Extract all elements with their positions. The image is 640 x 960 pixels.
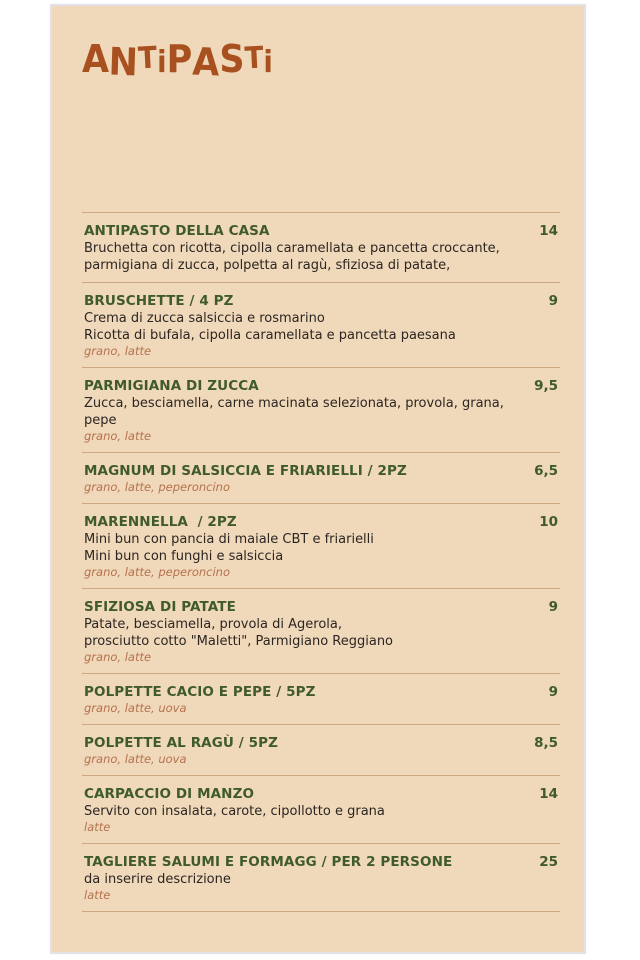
menu-item-name: CARPACCIO DI MANZO: [84, 786, 255, 802]
title-letter: A: [82, 37, 110, 81]
menu-item: [82, 212, 560, 282]
menu-item-price: 14: [539, 223, 558, 239]
menu-item: [82, 775, 560, 843]
menu-item-name: PARMIGIANA DI ZUCCA: [84, 378, 259, 394]
menu-item-name: POLPETTE CACIO E PEPE / 5PZ: [84, 684, 316, 700]
menu-item-description: [84, 395, 558, 429]
menu-item-allergens: grano, latte: [84, 429, 152, 443]
title-letter: P: [166, 37, 193, 81]
menu-item-description-line: Zucca, besciamella, carne macinata selezionata, provola, grana, pepe: [84, 396, 504, 428]
menu-item-price: 9: [548, 293, 558, 309]
menu-item: [82, 503, 560, 588]
menu-item-allergens: latte: [84, 888, 111, 902]
menu-card: [50, 4, 586, 954]
menu-item-price: 8,5: [534, 735, 558, 751]
menu-item-allergens: grano, latte, uova: [84, 752, 187, 766]
menu-item-header: [84, 734, 558, 752]
menu-list: [82, 212, 560, 912]
menu-item: [82, 673, 560, 724]
menu-item-description-line: Bruchetta con ricotta, cipolla caramellata e pancetta croccante, parmigiana di zucca, polpetta al ragù, sfiziosa di patate,: [84, 241, 500, 273]
menu-item-price: 9: [548, 684, 558, 700]
menu-item-name: POLPETTE AL RAGÙ / 5PZ: [84, 735, 278, 751]
menu-item-header: [84, 853, 558, 871]
menu-item-description-line: Ricotta di bufala, cipolla caramellata e pancetta paesana: [84, 328, 456, 343]
menu-item-price: 14: [539, 786, 558, 802]
menu-item: [82, 843, 560, 912]
menu-item-description-line: prosciutto cotto "Maletti", Parmigiano Reggiano: [84, 634, 394, 649]
title-letter: T: [137, 40, 158, 77]
title-letter: i: [263, 45, 273, 80]
section-title: [82, 36, 273, 86]
menu-item-name: ANTIPASTO DELLA CASA: [84, 223, 270, 239]
menu-item-name: MAGNUM DI SALSICCIA E FRIARIELLI / 2PZ: [84, 463, 407, 479]
title-letter: A: [191, 39, 221, 85]
menu-item-price: 6,5: [534, 463, 558, 479]
menu-item-header: [84, 292, 558, 310]
menu-item-name: TAGLIERE SALUMI E FORMAGG / PER 2 PERSONE: [84, 854, 453, 870]
menu-item-description-line: Mini bun con pancia di maiale CBT e friarielli: [84, 532, 374, 547]
menu-item-header: [84, 462, 558, 480]
menu-item-price: 10: [539, 514, 558, 530]
menu-item-price: 25: [539, 854, 558, 870]
menu-item-description-line: da inserire descrizione: [84, 872, 231, 887]
menu-item-header: [84, 598, 558, 616]
menu-item-description-line: Patate, besciamella, provola di Agerola,: [84, 617, 342, 632]
menu-item-name: BRUSCHETTE / 4 PZ: [84, 293, 234, 309]
title-letter: T: [243, 40, 265, 77]
menu-item-description: [84, 240, 558, 274]
menu-item: [82, 724, 560, 775]
menu-item-allergens: grano, latte, peperoncino: [84, 480, 231, 494]
title-letter: S: [219, 37, 245, 81]
menu-item: [82, 452, 560, 503]
menu-item-name: SFIZIOSA DI PATATE: [84, 599, 236, 615]
menu-item-description-line: Mini bun con funghi e salsiccia: [84, 549, 284, 564]
menu-item-allergens: grano, latte, peperoncino: [84, 565, 231, 579]
menu-item: [82, 282, 560, 367]
menu-item-price: 9,5: [534, 378, 558, 394]
menu-item-description-line: Crema di zucca salsiccia e rosmarino: [84, 311, 325, 326]
menu-item-header: [84, 513, 558, 531]
menu-item-price: 9: [548, 599, 558, 615]
menu-item-allergens: grano, latte: [84, 344, 152, 358]
menu-item-description: [84, 531, 558, 565]
menu-item-allergens: grano, latte: [84, 650, 152, 664]
menu-item-header: [84, 683, 558, 701]
title-letter: i: [157, 45, 167, 80]
menu-item-description-line: Servito con insalata, carote, cipollotto e grana: [84, 804, 385, 819]
menu-item-name: MARENNELLA / 2PZ: [84, 514, 237, 530]
menu-item-description: [84, 616, 558, 650]
menu-item-description: [84, 310, 558, 344]
menu-item-header: [84, 377, 558, 395]
menu-item-header: [84, 222, 558, 240]
menu-item: [82, 367, 560, 452]
menu-item: [82, 588, 560, 673]
menu-item-allergens: latte: [84, 820, 111, 834]
menu-item-allergens: grano, latte, uova: [84, 701, 187, 715]
menu-item-description: [84, 871, 558, 888]
title-letter: N: [108, 39, 140, 85]
menu-item-description: [84, 803, 558, 820]
menu-item-header: [84, 785, 558, 803]
